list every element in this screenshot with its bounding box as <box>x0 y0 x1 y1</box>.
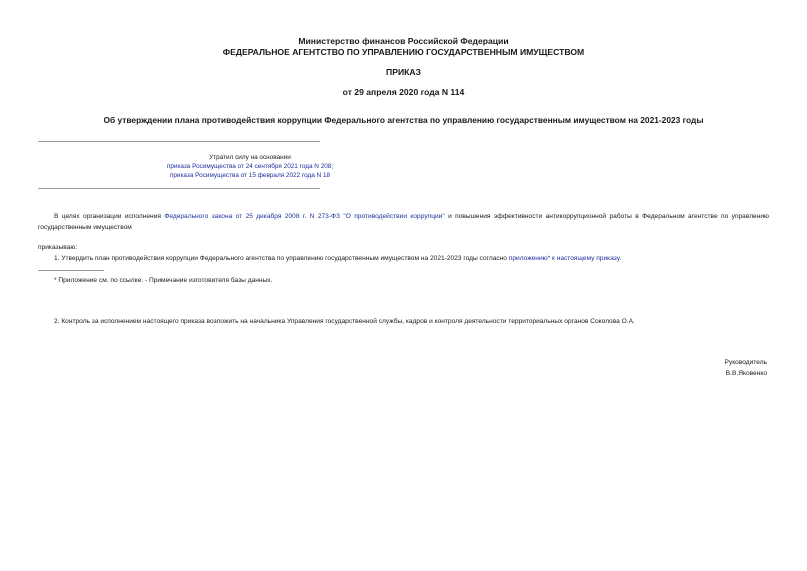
doc-title: Об утверждении плана противодействия коррупции Федерального агентства по управлению государственным имуществом на 2021-2023 годы <box>103 115 704 125</box>
appendix-link[interactable]: приложению* к настоящему приказу <box>508 255 620 262</box>
agency-heading: ФЕДЕРАЛЬНОЕ АГЕНТСТВО ПО УПРАВЛЕНИЮ ГОСУДАРСТВЕННЫМ ИМУЩЕСТВОМ <box>222 47 585 57</box>
preamble-part2: и повышения эффективности антикоррупционной работы в Федеральном агентстве по управлению государственным имуществом <box>38 213 769 231</box>
item-1-end: . <box>619 255 622 262</box>
doc-type: ПРИКАЗ <box>386 67 421 77</box>
signature-name: В.В.Яковенко <box>725 370 767 377</box>
footnote: * Приложение см. по ссылке. - Примечание изготовителя базы данных. <box>54 277 273 284</box>
order-word: приказываю: <box>38 244 78 251</box>
item-2: 2. Контроль за исполнением настоящего приказа возложить на начальника Управления государственной службы, кадров и контроля деятельности территориальных органов Соколова О.А. <box>54 318 635 325</box>
item-1 <box>54 253 769 264</box>
divider-bottom <box>38 188 320 189</box>
preamble-part1: В целях организации исполнения <box>54 213 165 220</box>
status-link-2[interactable]: приказа Росимущества от 15 февраля 2022 года N 18 <box>169 172 331 179</box>
signature-position: Руководитель <box>724 359 767 366</box>
ministry-heading: Министерство финансов Российской Федерации <box>298 36 509 46</box>
law-link[interactable]: Федерального закона от 25 декабря 2008 г. N 273-ФЗ "О противодействии коррупции" <box>164 213 445 220</box>
status-link-1[interactable]: приказа Росимущества от 24 сентября 2021 года N 208; <box>166 163 334 170</box>
status-label: Утратил силу на основании <box>209 154 291 161</box>
preamble <box>38 211 769 233</box>
item-1-text: 1. Утвердить план противодействия коррупции Федерального агентства по управлению государственным имуществом на 2021-2023 годы согласно <box>54 255 509 262</box>
footnote-rule <box>38 270 104 271</box>
doc-date-number: от 29 апреля 2020 года N 114 <box>342 87 465 97</box>
divider-top <box>38 141 320 142</box>
status-block <box>38 154 462 179</box>
